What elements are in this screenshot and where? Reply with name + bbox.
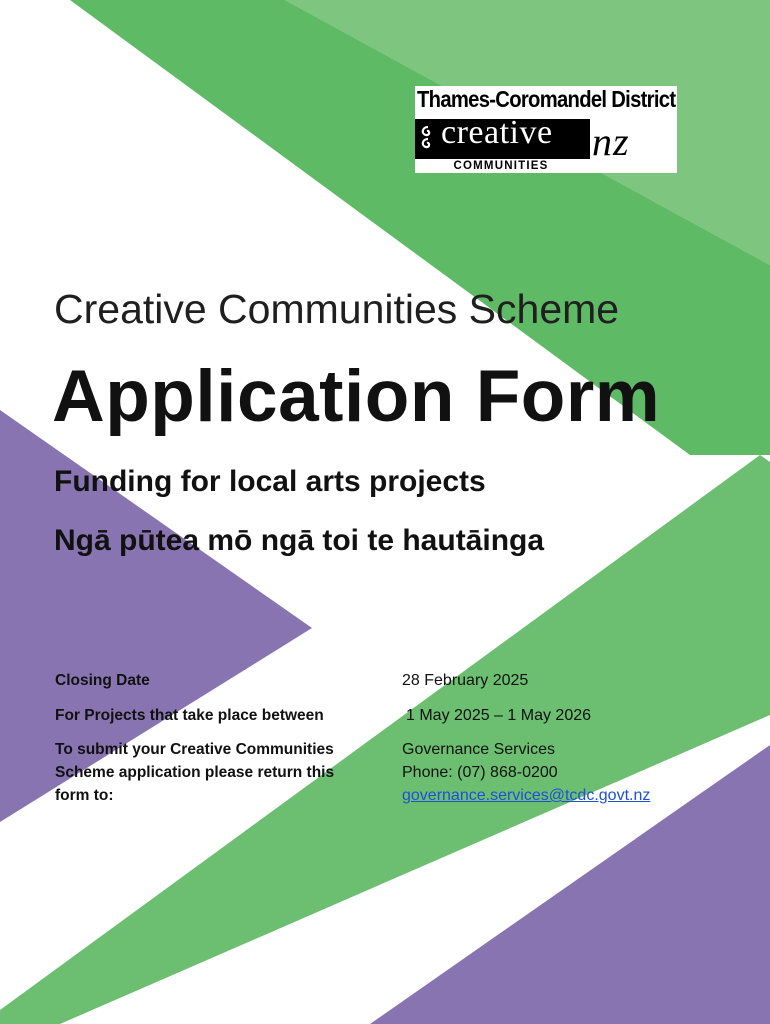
contact-block [402,738,650,807]
koru-icon [418,124,438,154]
submit-instructions-line-3: form to: [55,787,114,804]
projects-period-value: 1 May 2025 – 1 May 2026 [406,707,592,724]
submit-instructions-line-1: To submit your Creative Communities [55,741,334,758]
projects-period-label: For Projects that take place between [55,707,324,724]
scheme-heading: Creative Communities Scheme [54,286,620,332]
logo-communities-text: COMMUNITIES [453,160,549,172]
page-title: Application Form [52,356,661,437]
tagline-maori: Ngā pūtea mō ngā toi te hautāinga [54,524,545,557]
submit-instructions [55,738,395,807]
contact-name: Governance Services [402,741,555,758]
creative-nz-logo [415,86,677,173]
logo-district-name: Thames-Coromandel District [417,86,676,112]
tagline-english: Funding for local arts projects [54,465,486,498]
submit-instructions-line-2: Scheme application please return this [55,764,335,781]
closing-date-value: 28 February 2025 [402,672,529,689]
logo-nz-text: nz [592,119,630,164]
contact-email-link[interactable]: governance.services@tcdc.govt.nz [402,787,651,804]
logo-creative-text: creative [441,114,553,151]
contact-phone: Phone: (07) 868-0200 [402,764,558,781]
closing-date-label: Closing Date [55,672,150,689]
